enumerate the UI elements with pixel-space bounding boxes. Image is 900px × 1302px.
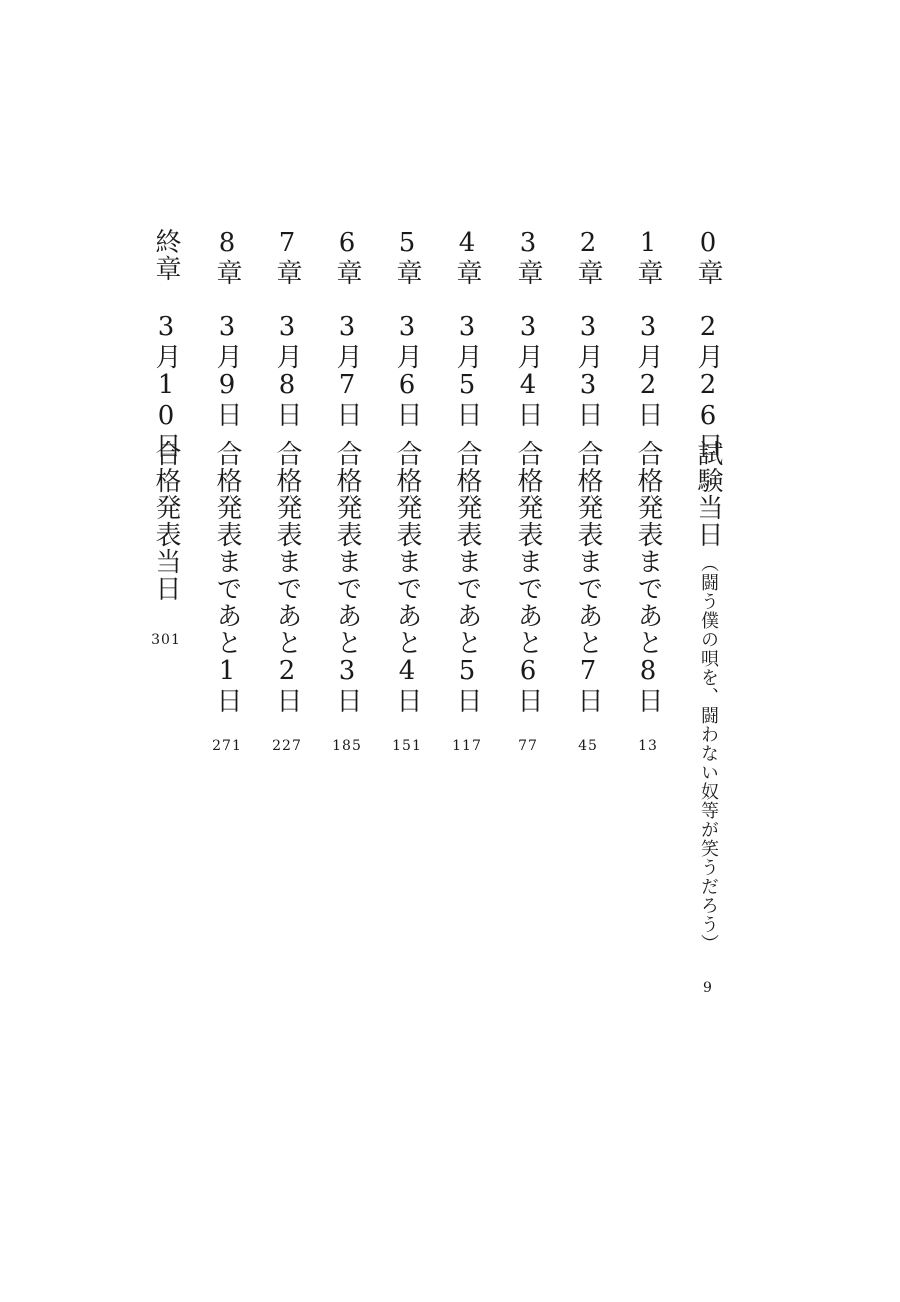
page-number: 117 — [452, 738, 482, 754]
chapter-number: 4章 — [452, 228, 482, 286]
chapter-subtitle: （闘う僕の唄を、闘わない奴等が笑うだろう） — [698, 554, 719, 953]
chapter-number: 8章 — [212, 228, 242, 286]
chapter-title: 合格発表まであと5日 — [452, 440, 482, 714]
page-number: 45 — [578, 738, 598, 754]
chapter-number: 3章 — [513, 228, 543, 286]
chapter-date: 2月26日 — [693, 312, 723, 459]
chapter-date: 3月5日 — [452, 312, 482, 428]
page-number: 151 — [392, 738, 422, 754]
chapter-date: 3月3日 — [573, 312, 603, 428]
chapter-number: 1章 — [633, 228, 663, 286]
chapter-number: 終章 — [151, 228, 181, 282]
chapter-date: 3月9日 — [212, 312, 242, 428]
chapter-number: 5章 — [392, 228, 422, 286]
chapter-date: 3月4日 — [513, 312, 543, 428]
chapter-number: 2章 — [573, 228, 603, 286]
chapter-date: 3月6日 — [392, 312, 422, 428]
page-number: 13 — [638, 738, 658, 754]
page-number: 185 — [332, 738, 362, 754]
chapter-title: 試験当日 — [693, 440, 723, 548]
chapter-date: 3月2日 — [633, 312, 663, 428]
chapter-title: 合格発表当日 — [151, 440, 181, 602]
chapter-number: 0章 — [693, 228, 723, 286]
chapter-title: 合格発表まであと6日 — [513, 440, 543, 714]
page-number: 77 — [518, 738, 538, 754]
chapter-number: 7章 — [272, 228, 302, 286]
chapter-date: 3月10日 — [151, 312, 181, 459]
page-number: 301 — [151, 632, 181, 648]
chapter-title: 合格発表まであと1日 — [212, 440, 242, 714]
chapter-title: 合格発表まであと2日 — [272, 440, 302, 714]
page-number: 227 — [272, 738, 302, 754]
chapter-title: 合格発表まであと7日 — [573, 440, 603, 714]
chapter-title: 合格発表まであと4日 — [392, 440, 422, 714]
chapter-date: 3月8日 — [272, 312, 302, 428]
chapter-title: 合格発表まであと3日 — [332, 440, 362, 714]
page-number: 9 — [703, 980, 713, 996]
chapter-title: 合格発表まであと8日 — [633, 440, 663, 714]
chapter-date: 3月7日 — [332, 312, 362, 428]
page-number: 271 — [212, 738, 242, 754]
chapter-number: 6章 — [332, 228, 362, 286]
